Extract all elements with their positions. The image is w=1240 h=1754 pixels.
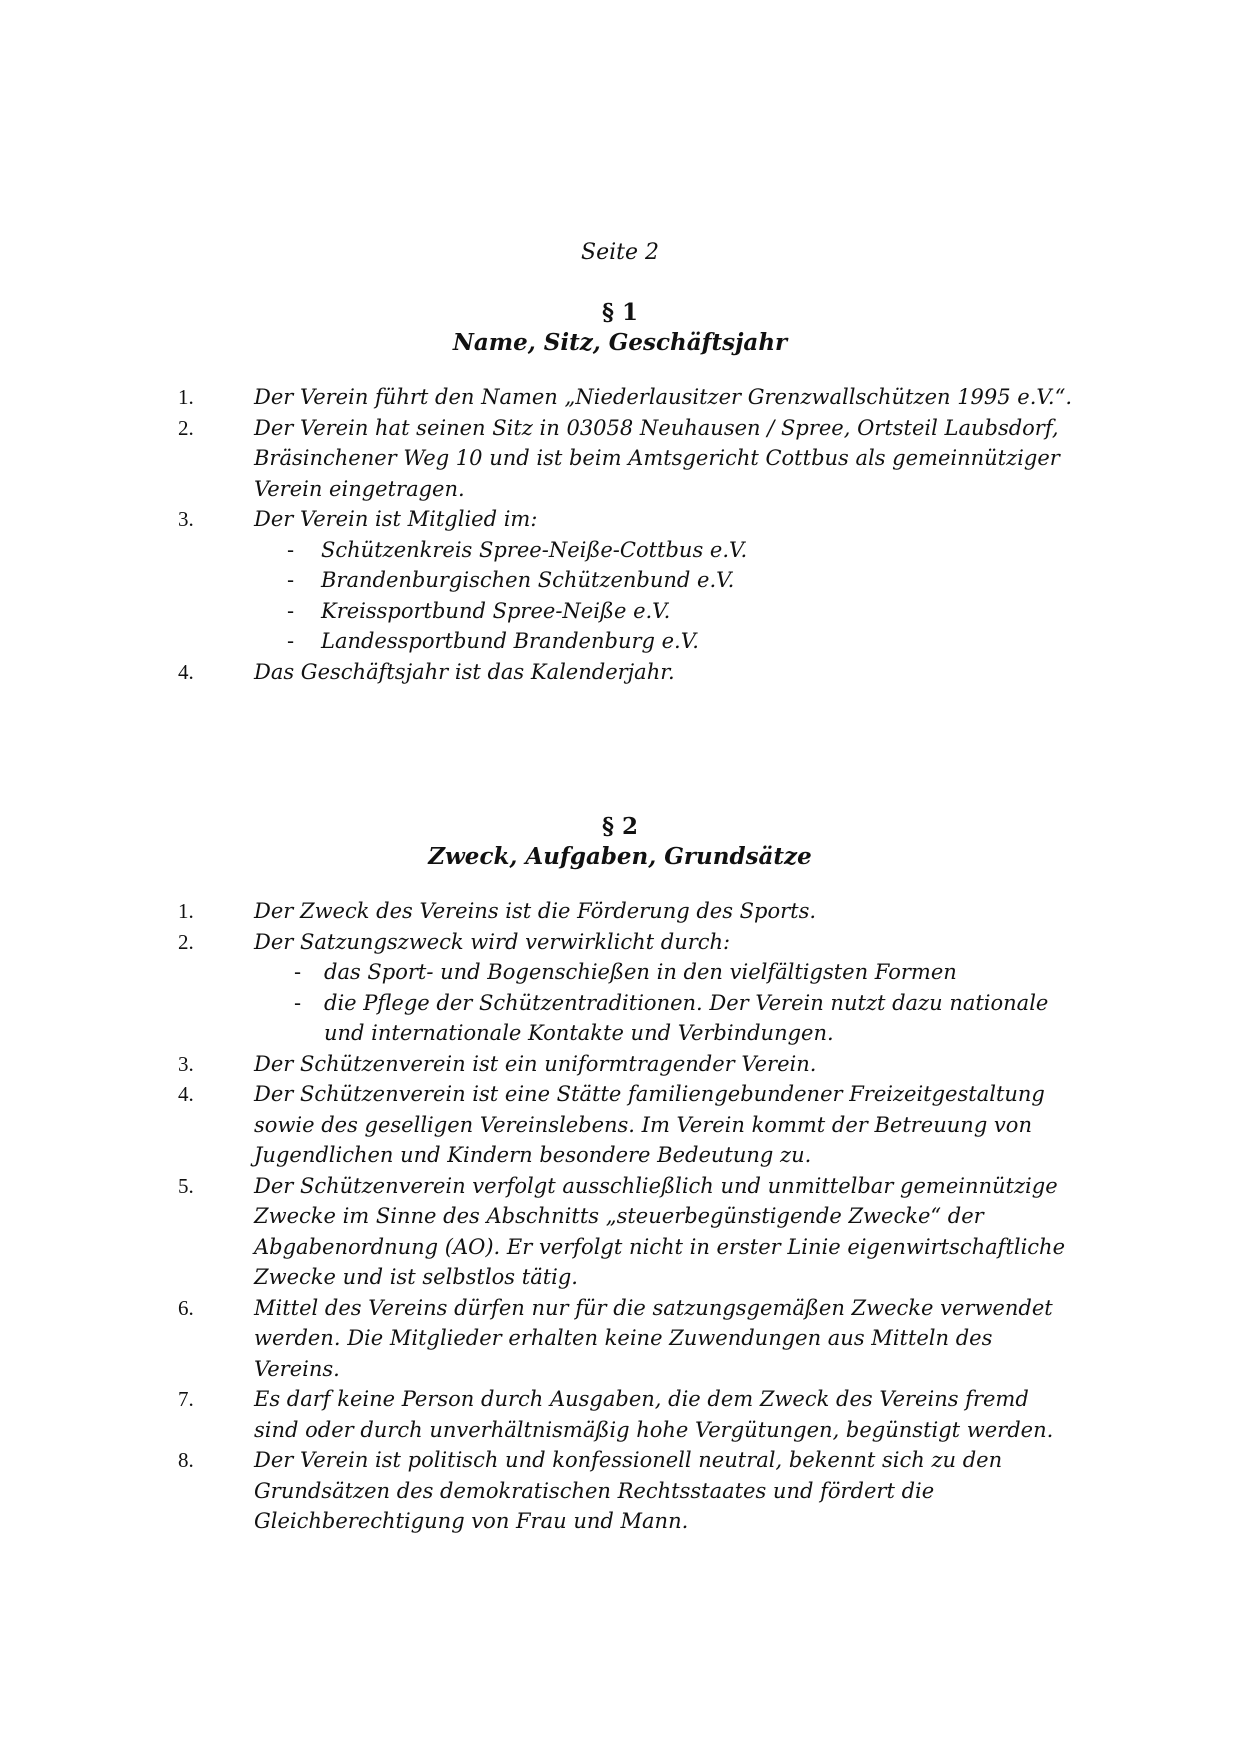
section-title: Zweck, Aufgaben, Grundsätze [428, 843, 812, 870]
item-text: Der Schützenverein ist ein uniformtragender Verein. [254, 1051, 817, 1076]
sub-item-text: Landessportbund Brandenburg e.V. [321, 629, 699, 653]
list-item [178, 1293, 1078, 1385]
sub-list-item [287, 535, 1078, 566]
item-number: 1. [178, 385, 194, 409]
dash-bullet: - [287, 629, 295, 653]
sub-item-text: die Pflege der Schützentraditionen. Der Verein nutzt dazu nationale und internationale Kontakte und Verbindungen. [324, 990, 1049, 1045]
item-number: 2. [178, 415, 194, 440]
sub-item-text: Schützenkreis Spree-Neiße-Cottbus e.V. [321, 537, 748, 562]
page-number: Seite 2 [581, 240, 659, 265]
sub-item-text: das Sport- und Bogenschießen in den vielfältigsten Formen [324, 960, 957, 984]
section-title: Name, Sitz, Geschäftsjahr [452, 329, 788, 356]
list-item [178, 1445, 1078, 1537]
dash-bullet: - [287, 568, 295, 592]
sub-list-item [294, 988, 1078, 1049]
dash-bullet: - [294, 990, 302, 1015]
dash-bullet: - [294, 960, 302, 984]
item-text: Der Verein hat seinen Sitz in 03058 Neuhausen / Spree, Ortsteil Laubsdorf, Bräsinchener Weg 10 und ist beim Amtsgericht Cottbus als gemeinnütziger Verein eingetragen. [254, 415, 1060, 501]
sub-list [287, 535, 1078, 657]
section-symbol: § 1 [601, 299, 639, 326]
list-item [178, 382, 1078, 413]
item-number: 3. [178, 1051, 194, 1076]
section-symbol: § 2 [601, 813, 639, 840]
list-item [178, 927, 1078, 1049]
list-item [178, 657, 1078, 688]
sub-item-text: Brandenburgischen Schützenbund e.V. [321, 568, 735, 592]
item-text: Der Verein führt den Namen „Niederlausitzer Grenzwallschützen 1995 e.V.“. [254, 385, 1072, 409]
section-2 [0, 812, 1240, 1537]
item-number: 6. [178, 1295, 194, 1320]
item-text: Der Satzungszweck wird verwirklicht durch: [254, 929, 731, 954]
item-number: 3. [178, 507, 194, 531]
item-number: 4. [178, 659, 194, 684]
list-item [178, 1171, 1078, 1293]
item-number: 5. [178, 1173, 194, 1198]
list-item [178, 896, 1078, 927]
sub-list [294, 957, 1078, 1049]
item-number: 4. [178, 1082, 194, 1106]
item-text: Der Zweck des Vereins ist die Förderung des Sports. [254, 899, 817, 923]
item-text: Das Geschäftsjahr ist das Kalenderjahr. [254, 659, 675, 684]
list-item [178, 504, 1078, 657]
list-item [178, 413, 1078, 505]
list-item [178, 1049, 1078, 1080]
list-item [178, 1079, 1078, 1171]
sub-item-text: Kreissportbund Spree-Neiße e.V. [321, 598, 671, 623]
item-text: Der Schützenverein ist eine Stätte familiengebundener Freizeitgestaltung sowie des geselligen Vereinslebens. Im Verein kommt der Betreuung von Jugendlichen und Kindern besondere Bedeutung zu. [254, 1082, 1045, 1167]
section-1 [0, 298, 1240, 687]
sub-list-item [294, 957, 1078, 988]
dash-bullet: - [287, 537, 295, 562]
item-number: 2. [178, 929, 194, 954]
item-number: 1. [178, 899, 194, 923]
item-text: Es darf keine Person durch Ausgaben, die dem Zweck des Vereins fremd sind oder durch unverhältnismäßig hohe Vergütungen, begünstigt werden. [254, 1387, 1054, 1442]
sub-list-item [287, 565, 1078, 596]
item-number: 7. [178, 1387, 194, 1411]
item-text: Der Verein ist politisch und konfessionell neutral, bekennt sich zu den Grundsätzen des demokratischen Rechtsstaates und fördert die Gleichberechtigung von Frau und Mann. [254, 1448, 1003, 1533]
dash-bullet: - [287, 598, 295, 623]
item-text: Der Schützenverein verfolgt ausschließlich und unmittelbar gemeinnützige Zwecke im Sinne des Abschnitts „steuerbegünstigende Zwecke“ der Abgabenordnung (AO). Er verfolgt nicht in erster Linie eigenwirtschaftliche Zwecke und ist selbstlos tätig. [254, 1173, 1066, 1289]
list-item [178, 1384, 1078, 1445]
item-text: Mittel des Vereins dürfen nur für die satzungsgemäßen Zwecke verwendet werden. Die Mitglieder erhalten keine Zuwendungen aus Mitteln des Vereins. [254, 1295, 1053, 1381]
sub-list-item [287, 626, 1078, 657]
item-number: 8. [178, 1448, 194, 1472]
item-text: Der Verein ist Mitglied im: [254, 507, 538, 531]
sub-list-item [287, 596, 1078, 627]
